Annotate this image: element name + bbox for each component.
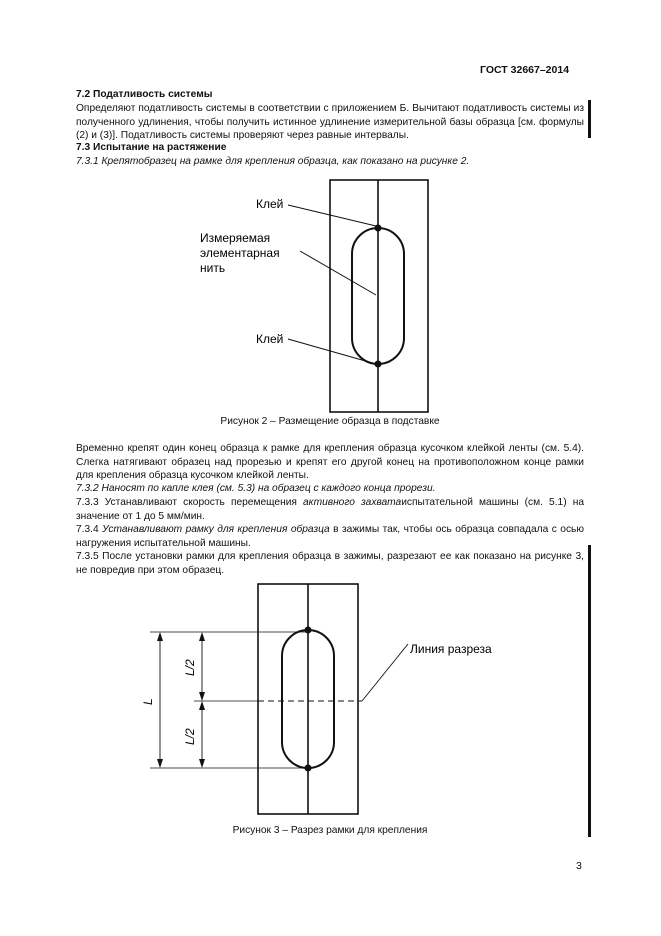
section-7-3-4-paragraph — [76, 523, 584, 550]
dim-label-L: L — [141, 698, 155, 705]
revision-bar-2 — [588, 545, 591, 837]
section-7-3-heading: 7.3 Испытание на растяжение — [76, 142, 227, 153]
label-fiber-3: нить — [200, 261, 226, 275]
figure-2-diagram — [180, 172, 480, 417]
label-glue-top: Клей — [256, 197, 284, 211]
section-7-3-3-text-c: испытательной машины (см. 5.1) на значение от 1 до 5 мм/мин. — [76, 497, 585, 522]
revision-bar — [588, 100, 591, 138]
figure-2-caption: Рисунок 2 – Размещение образца в подставке — [220, 416, 440, 427]
paragraph-temporary-fix-text: Временно крепят один конец образца к рамке для крепления образца кусочком клейкой ленты (см. 5.4). Слегка натягивают образец над прорезью и крепят его другой конец на противоположном конце рамки для крепления образца кусочком клейкой ленты. — [76, 443, 584, 481]
section-7-3-3-paragraph — [76, 496, 584, 523]
section-7-3-2-paragraph — [76, 482, 584, 496]
section-7-3-4-text-b: Устанавливают рамку для крепления образца — [102, 524, 330, 535]
section-7-3-4-text-a: 7.3.4 — [76, 524, 103, 535]
label-fiber-2: элементарная — [200, 246, 280, 260]
leader-glue-bottom — [288, 339, 376, 364]
section-7-3-3-text-b: активного захвата — [303, 497, 402, 508]
standard-number: ГОСТ 32667–2014 — [480, 64, 570, 76]
label-fiber-1: Измеряемая — [200, 231, 271, 245]
figure-3-diagram — [130, 580, 530, 820]
arrow-half-bottom-a — [199, 701, 205, 710]
arrow-half-top-b — [199, 692, 205, 701]
label-cut-line: Линия разреза — [410, 642, 492, 656]
section-7-2-paragraph — [76, 102, 584, 143]
label-glue-bottom: Клей — [256, 332, 284, 346]
arrow-L-top — [157, 632, 163, 641]
section-7-3-1-paragraph: 7.3.1 Крепятобразец на рамке для крепления образца, как показано на рисунке 2. — [76, 156, 470, 167]
arrow-half-bottom-b — [199, 759, 205, 768]
leader-fiber — [300, 251, 376, 295]
section-7-3-5-paragraph — [76, 550, 584, 577]
frame-outline — [330, 180, 428, 412]
section-7-3-3-text-a: 7.3.3 Устанавливают скорость перемещения — [76, 497, 304, 508]
paragraph-temporary-fix — [76, 442, 584, 483]
section-7-2-heading: 7.2 Податливость системы — [76, 89, 213, 100]
section-7-3-5-text: 7.3.5 После установки рамки для крепления образца в зажимы, разрезают ее как показано на рисунке 3, не повредив при этом образец. — [76, 551, 584, 576]
leader-cut — [362, 644, 408, 701]
leader-glue-top — [288, 205, 376, 226]
section-7-3-4-text-c: в зажимы так, чтобы ось образца совпадала с осью нагружения испытательной машины. — [76, 524, 584, 549]
section-7-3-2-text: 7.3.2 Наносят по капле клея (см. 5.3) на образец с каждого конца прорези. — [76, 483, 436, 494]
section-7-2-text: Определяют податливость системы в соответствии с приложением Б. Вычитают податливость системы из полученного удлинения, чтобы получить истинное удлинение измерительной базы образца [см. формулы (2) и (3)]. Податливость системы проверяют через равные интервалы. — [76, 103, 584, 141]
figure-3-caption: Рисунок 3 – Разрез рамки для крепления — [232, 825, 428, 836]
arrow-half-top-a — [199, 632, 205, 641]
glue-dot-top — [305, 627, 312, 634]
dim-label-half-top: L/2 — [183, 659, 197, 676]
arrow-L-bottom — [157, 759, 163, 768]
dim-label-half-bottom: L/2 — [183, 728, 197, 745]
page-number: 3 — [576, 860, 582, 872]
